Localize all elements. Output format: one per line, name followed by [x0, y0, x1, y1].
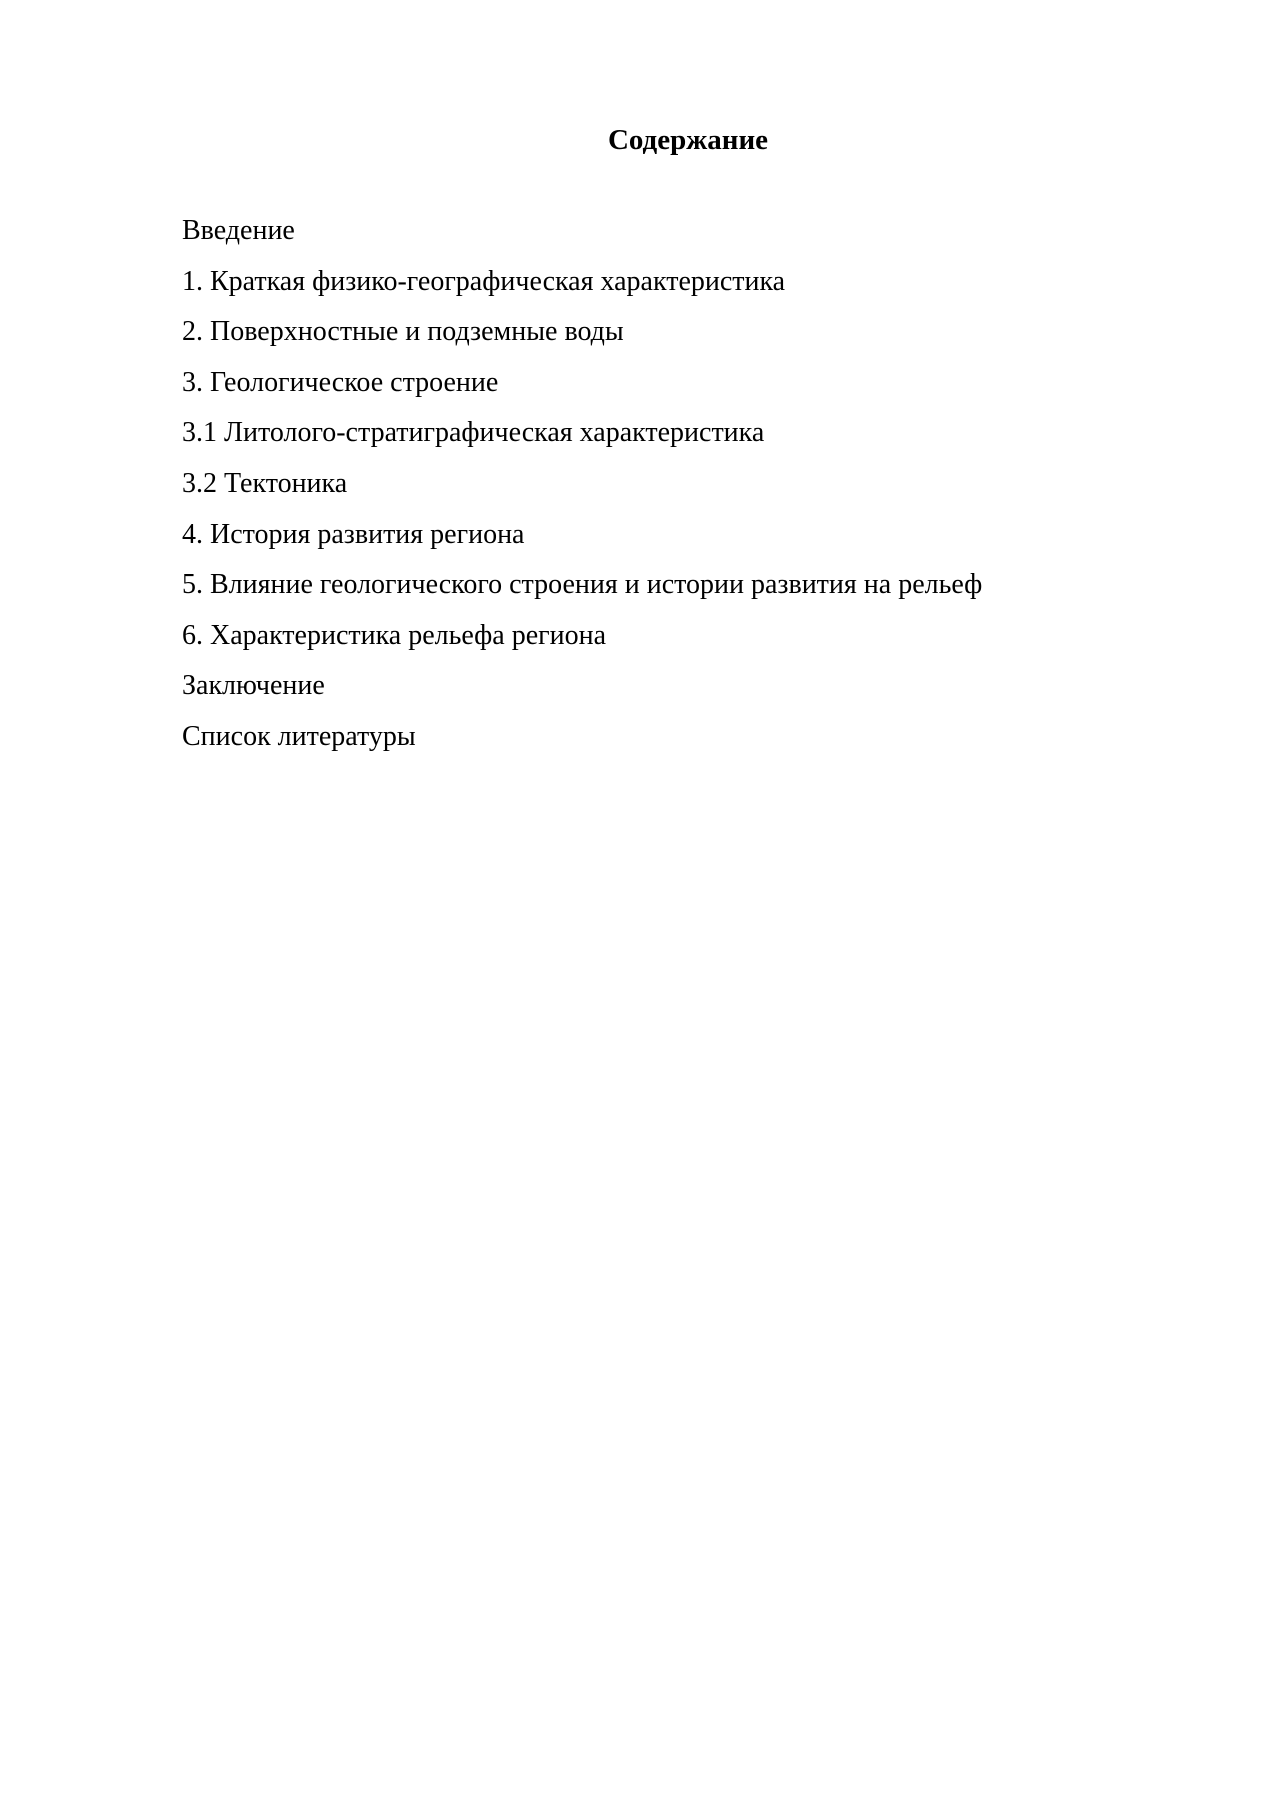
toc-item-references: Список литературы: [182, 720, 416, 752]
toc-item-introduction: Введение: [182, 215, 295, 246]
toc-item-tectonics: 3.2 Тектоника: [182, 467, 348, 499]
toc-item-relief-characteristics: 6. Характеристика рельефа региона: [182, 619, 607, 651]
toc-item-physical-geography: 1. Краткая физико-географическая характеристика: [182, 265, 786, 297]
toc-item-regional-history: 4. История развития региона: [182, 518, 525, 550]
toc-item-geological-structure: 3. Геологическое строение: [182, 366, 499, 398]
toc-item-conclusion: Заключение: [182, 670, 325, 702]
toc-heading: Содержание: [607, 124, 769, 156]
toc-item-waters: 2. Поверхностные и подземные воды: [182, 316, 624, 348]
toc-item-geology-influence-on-relief: 5. Влияние геологического строения и истории развития на рельеф: [182, 569, 983, 601]
table-of-contents: [182, 205, 982, 762]
toc-item-lithostratigraphy: 3.1 Литолого-стратиграфическая характеристика: [182, 417, 765, 449]
